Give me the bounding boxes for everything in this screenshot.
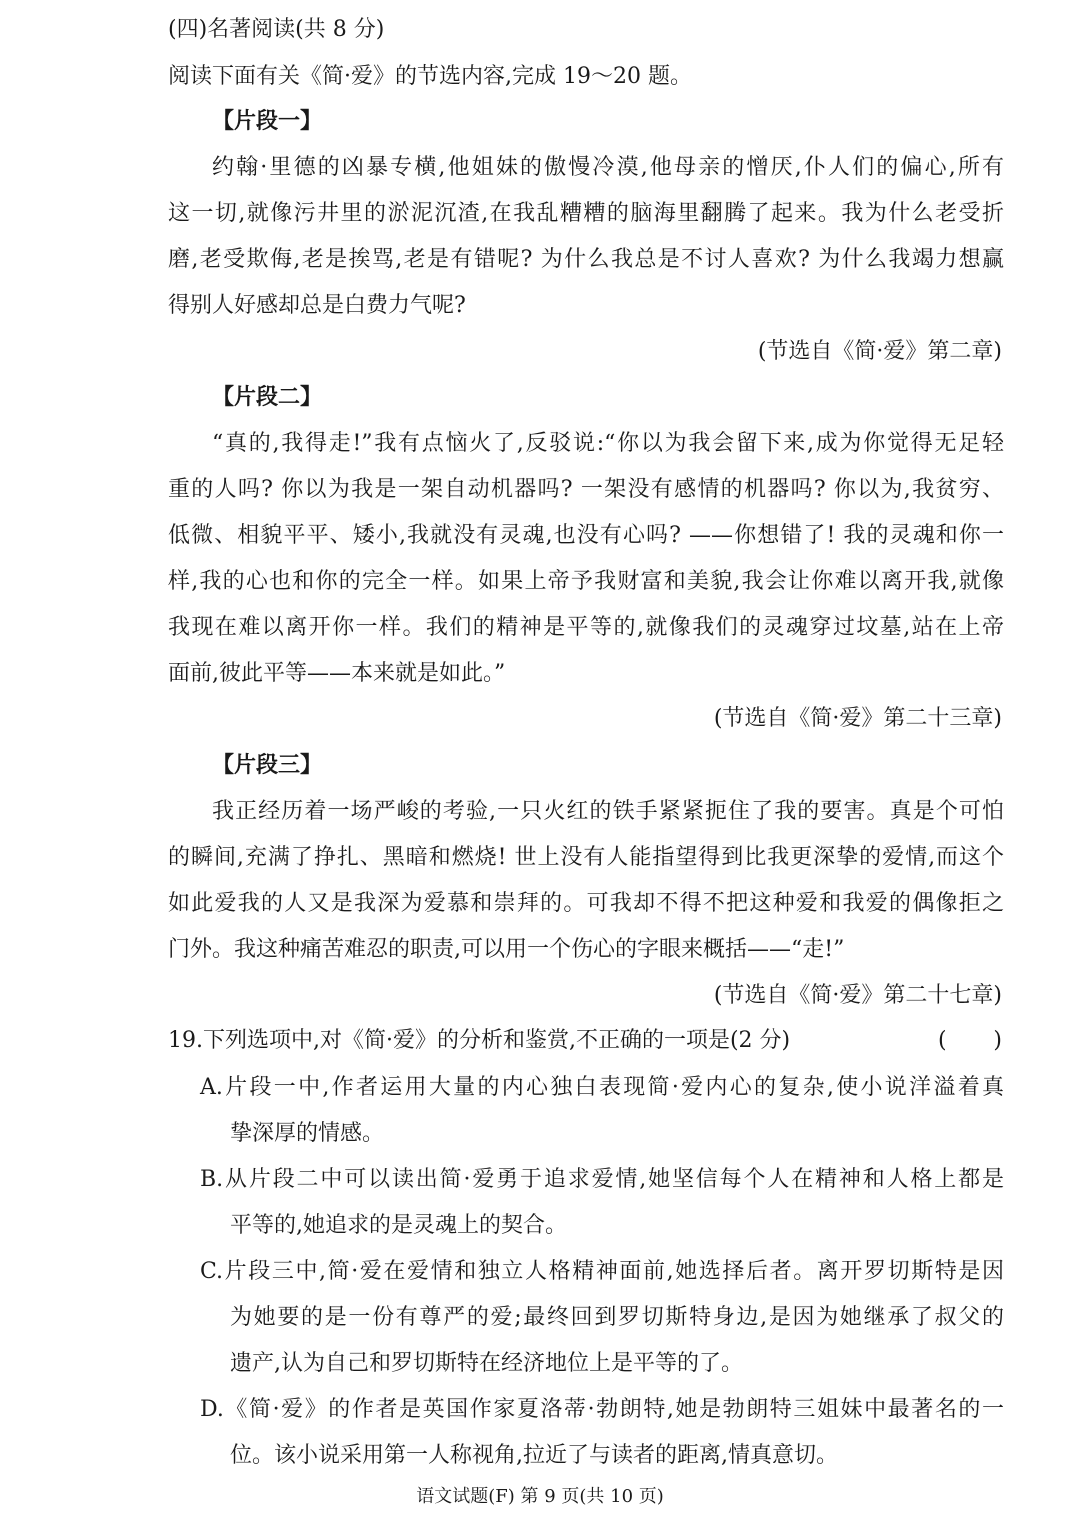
answer-paren: ( xyxy=(938,1028,947,1053)
excerpt-line: 我现在难以离开你一样。我们的精神是平等的,就像我们的灵魂穿过坟墓,站在上帝 xyxy=(168,615,1004,640)
excerpt-heading: 【片段一】 xyxy=(212,109,323,134)
excerpt-source: (节选自《简·爱》第二章) xyxy=(757,339,1002,364)
excerpt-line: 面前,彼此平等——本来就是如此。” xyxy=(168,661,506,686)
excerpt-line: 如此爱我的人又是我深为爱慕和崇拜的。可我却不得不把这种爱和我爱的偶像拒之 xyxy=(168,891,1004,916)
excerpt-line: 的瞬间,充满了挣扎、黑暗和燃烧! 世上没有人能指望得到比我更深挚的爱情,而这个 xyxy=(168,845,1004,870)
page-footer: 语文试题(F) 第 9 页(共 10 页) xyxy=(416,1486,664,1507)
option-A-line: 挚深厚的情感。 xyxy=(230,1121,385,1146)
excerpt-heading: 【片段三】 xyxy=(212,753,323,778)
excerpt-line: 样,我的心也和你的完全一样。如果上帝予我财富和美貌,我会让你难以离开我,就像 xyxy=(168,569,1004,594)
answer-blank xyxy=(938,1026,1002,1056)
excerpt-heading: 【片段二】 xyxy=(212,385,323,410)
excerpt-line: “真的,我得走!”我有点恼火了,反驳说:“你以为我会留下来,成为你觉得无足轻 xyxy=(212,431,1004,456)
excerpt-line: 得别人好感却总是白费力气呢? xyxy=(168,293,466,318)
excerpt-line: 磨,老受欺侮,老是挨骂,老是有错呢? 为什么我总是不讨人喜欢? 为什么我竭力想赢 xyxy=(168,247,1004,272)
excerpt-line: 约翰·里德的凶暴专横,他姐妹的傲慢冷漠,他母亲的憎厌,仆人们的偏心,所有 xyxy=(212,155,1004,180)
excerpt-source: (节选自《简·爱》第二十三章) xyxy=(713,706,1002,731)
option-C-line: 为她要的是一份有尊严的爱;最终回到罗切斯特身边,是因为她继承了叔父的 xyxy=(230,1305,1004,1330)
option-D-line: D.《简·爱》的作者是英国作家夏洛蒂·勃朗特,她是勃朗特三姐妹中最著名的一 xyxy=(200,1397,1004,1422)
excerpt-line: 低微、相貌平平、矮小,我就没有灵魂,也没有心吗? ——你想错了! 我的灵魂和你一 xyxy=(168,523,1004,548)
excerpt-line: 这一切,就像污井里的淤泥沉渣,在我乱糟糟的脑海里翻腾了起来。我为什么老受折 xyxy=(168,201,1004,226)
option-D-line: 位。该小说采用第一人称视角,拉近了与读者的距离,情真意切。 xyxy=(230,1443,838,1468)
option-A-line: A.片段一中,作者运用大量的内心独白表现简·爱内心的复杂,使小说洋溢着真 xyxy=(200,1075,1004,1100)
option-B-line: 平等的,她追求的是灵魂上的契合。 xyxy=(230,1213,567,1238)
option-C-line: 遗产,认为自己和罗切斯特在经济地位上是平等的了。 xyxy=(230,1351,743,1376)
excerpt-line: 门外。我这种痛苦难忍的职责,可以用一个伤心的字眼来概括——“走!” xyxy=(168,937,845,962)
intro-text: 阅读下面有关《简·爱》的节选内容,完成 19～20 题。 xyxy=(168,64,692,89)
answer-paren: ) xyxy=(993,1028,1002,1053)
section-title: (四)名著阅读(共 8 分) xyxy=(168,17,385,42)
question-stem: 19.下列选项中,对《简·爱》的分析和鉴赏,不正确的一项是(2 分) xyxy=(168,1028,791,1053)
excerpt-line: 重的人吗? 你以为我是一架自动机器吗? 一架没有感情的机器吗? 你以为,我贫穷、 xyxy=(168,477,1004,502)
option-C-line: C.片段三中,简·爱在爱情和独立人格精神面前,她选择后者。离开罗切斯特是因 xyxy=(200,1259,1004,1284)
excerpt-source: (节选自《简·爱》第二十七章) xyxy=(713,983,1002,1008)
option-B-line: B.从片段二中可以读出简·爱勇于追求爱情,她坚信每个人在精神和人格上都是 xyxy=(200,1167,1004,1192)
excerpt-line: 我正经历着一场严峻的考验,一只火红的铁手紧紧扼住了我的要害。真是个可怕 xyxy=(212,799,1004,824)
